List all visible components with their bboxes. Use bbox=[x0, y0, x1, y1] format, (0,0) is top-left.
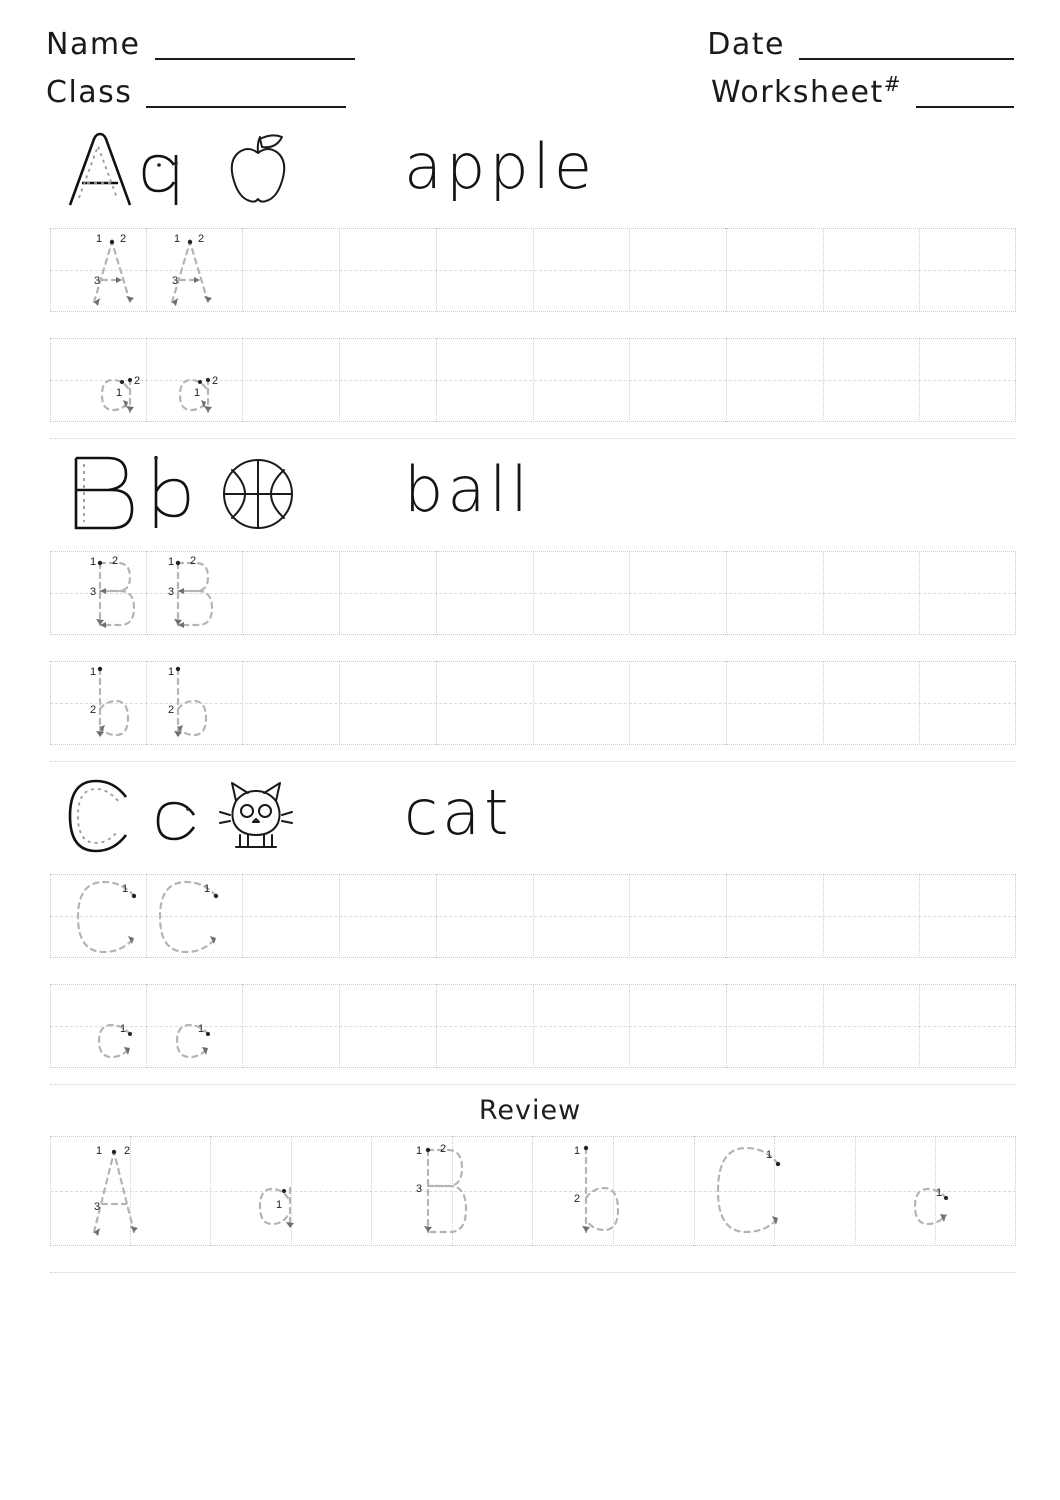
svg-text:1: 1 bbox=[96, 233, 103, 245]
trace-strip-review[interactable] bbox=[50, 1136, 1016, 1246]
svg-text:1: 1 bbox=[204, 883, 211, 895]
trace-cell[interactable] bbox=[534, 338, 631, 422]
trace-cell[interactable] bbox=[340, 338, 437, 422]
trace-cell[interactable] bbox=[147, 228, 244, 312]
trace-cell[interactable] bbox=[243, 661, 340, 745]
trace-cell[interactable] bbox=[727, 338, 824, 422]
trace-cell[interactable] bbox=[824, 228, 921, 312]
svg-text:1: 1 bbox=[936, 1187, 943, 1199]
trace-cell[interactable] bbox=[50, 874, 147, 958]
section-letter-c bbox=[46, 768, 1014, 1085]
trace-strip-uppercase-b[interactable] bbox=[50, 551, 1016, 635]
name-input-line[interactable] bbox=[155, 57, 355, 60]
svg-text:1: 1 bbox=[766, 1149, 773, 1161]
date-label: Date bbox=[707, 27, 785, 62]
trace-cell[interactable] bbox=[534, 661, 631, 745]
class-field[interactable] bbox=[46, 75, 346, 110]
trace-cell[interactable] bbox=[630, 661, 727, 745]
trace-cell[interactable] bbox=[243, 874, 340, 958]
trace-strip-lowercase-c[interactable] bbox=[50, 984, 1016, 1068]
svg-text:1: 1 bbox=[194, 387, 201, 399]
trace-cell[interactable] bbox=[727, 984, 824, 1068]
trace-strip-uppercase-a[interactable] bbox=[50, 228, 1016, 312]
trace-cell[interactable] bbox=[920, 984, 1016, 1068]
svg-text:2: 2 bbox=[212, 375, 219, 387]
trace-cell[interactable] bbox=[437, 874, 534, 958]
section-divider bbox=[50, 761, 1016, 762]
section-review bbox=[46, 1095, 1014, 1273]
cat-icon bbox=[210, 771, 306, 861]
trace-cell[interactable] bbox=[453, 1136, 534, 1246]
name-label: Name bbox=[46, 27, 141, 62]
trace-cell[interactable] bbox=[147, 661, 244, 745]
worksheet-label-text: Worksheet bbox=[710, 75, 884, 110]
trace-cell[interactable] bbox=[292, 1136, 373, 1246]
trace-cell[interactable] bbox=[920, 874, 1016, 958]
trace-cell[interactable] bbox=[50, 1136, 131, 1246]
trace-cell[interactable] bbox=[437, 228, 534, 312]
trace-cell[interactable] bbox=[727, 874, 824, 958]
trace-cell[interactable] bbox=[630, 551, 727, 635]
trace-cell[interactable] bbox=[50, 228, 147, 312]
trace-cell[interactable] bbox=[211, 1136, 292, 1246]
class-input-line[interactable] bbox=[146, 105, 346, 108]
section-letter-b bbox=[46, 445, 1014, 762]
trace-cell[interactable] bbox=[920, 338, 1016, 422]
svg-text:2: 2 bbox=[134, 375, 141, 387]
class-label: Class bbox=[46, 75, 133, 110]
svg-text:3: 3 bbox=[416, 1183, 423, 1195]
trace-cell[interactable] bbox=[50, 984, 147, 1068]
trace-strip-lowercase-b[interactable] bbox=[50, 661, 1016, 745]
trace-cell[interactable] bbox=[243, 338, 340, 422]
trace-cell[interactable] bbox=[50, 551, 147, 635]
word-ball: ball bbox=[404, 453, 532, 526]
trace-cell[interactable] bbox=[437, 661, 534, 745]
strip-columns bbox=[50, 551, 1016, 635]
strip-columns bbox=[50, 874, 1016, 958]
trace-cell[interactable] bbox=[243, 551, 340, 635]
trace-cell[interactable] bbox=[243, 984, 340, 1068]
svg-text:3: 3 bbox=[90, 586, 97, 598]
trace-cell[interactable] bbox=[534, 228, 631, 312]
trace-cell[interactable] bbox=[50, 338, 147, 422]
trace-cell[interactable] bbox=[727, 228, 824, 312]
letter-pair-aa bbox=[56, 125, 206, 215]
svg-text:2: 2 bbox=[168, 704, 175, 716]
trace-cell[interactable] bbox=[936, 1136, 1016, 1246]
worksheet-header bbox=[46, 27, 1014, 110]
trace-cell[interactable] bbox=[340, 661, 437, 745]
trace-cell[interactable] bbox=[824, 984, 921, 1068]
word-cat: cat bbox=[404, 776, 513, 849]
section-c-head bbox=[46, 768, 1014, 864]
trace-cell[interactable] bbox=[630, 984, 727, 1068]
section-a-head bbox=[46, 122, 1014, 218]
trace-cell[interactable] bbox=[340, 874, 437, 958]
trace-cell[interactable] bbox=[614, 1136, 695, 1246]
word-apple: apple bbox=[404, 130, 597, 203]
trace-cell[interactable] bbox=[534, 874, 631, 958]
review-title: Review bbox=[478, 1095, 582, 1126]
trace-cell[interactable] bbox=[243, 228, 340, 312]
trace-cell[interactable] bbox=[340, 984, 437, 1068]
strip-columns bbox=[50, 1136, 1016, 1246]
trace-cell[interactable] bbox=[775, 1136, 856, 1246]
section-divider bbox=[50, 1084, 1016, 1085]
trace-cell[interactable] bbox=[824, 874, 921, 958]
worksheet-hash: # bbox=[883, 72, 902, 96]
basketball-icon bbox=[210, 448, 306, 538]
trace-strip-uppercase-c[interactable] bbox=[50, 874, 1016, 958]
svg-text:1: 1 bbox=[90, 666, 97, 678]
svg-text:1: 1 bbox=[168, 666, 175, 678]
svg-text:2: 2 bbox=[198, 233, 205, 245]
trace-cell[interactable] bbox=[920, 661, 1016, 745]
trace-cell[interactable] bbox=[437, 551, 534, 635]
trace-cell[interactable] bbox=[630, 338, 727, 422]
trace-cell[interactable] bbox=[147, 551, 244, 635]
trace-cell[interactable] bbox=[727, 661, 824, 745]
trace-cell[interactable] bbox=[437, 338, 534, 422]
svg-text:2: 2 bbox=[190, 555, 197, 567]
trace-cell[interactable] bbox=[147, 984, 244, 1068]
trace-cell[interactable] bbox=[630, 874, 727, 958]
header-row-2 bbox=[46, 74, 1014, 108]
svg-text:1: 1 bbox=[116, 387, 123, 399]
trace-cell[interactable] bbox=[727, 551, 824, 635]
date-input-line[interactable] bbox=[799, 57, 1014, 60]
trace-cell[interactable] bbox=[437, 984, 534, 1068]
svg-text:2: 2 bbox=[574, 1193, 581, 1205]
trace-cell[interactable] bbox=[920, 551, 1016, 635]
trace-cell[interactable] bbox=[372, 1136, 453, 1246]
svg-text:3: 3 bbox=[94, 1201, 101, 1213]
strip-columns bbox=[50, 228, 1016, 312]
svg-text:3: 3 bbox=[168, 586, 175, 598]
svg-text:3: 3 bbox=[94, 275, 101, 287]
trace-cell[interactable] bbox=[534, 551, 631, 635]
trace-cell[interactable] bbox=[50, 661, 147, 745]
trace-cell[interactable] bbox=[856, 1136, 937, 1246]
strip-columns bbox=[50, 661, 1016, 745]
svg-text:1: 1 bbox=[574, 1145, 581, 1157]
footer-divider bbox=[50, 1272, 1016, 1273]
trace-cell[interactable] bbox=[533, 1136, 614, 1246]
name-field[interactable] bbox=[46, 27, 355, 62]
trace-cell[interactable] bbox=[340, 228, 437, 312]
section-letter-a bbox=[46, 122, 1014, 439]
trace-cell[interactable] bbox=[340, 551, 437, 635]
trace-cell[interactable] bbox=[824, 661, 921, 745]
trace-cell[interactable] bbox=[630, 228, 727, 312]
strip-columns bbox=[50, 984, 1016, 1068]
trace-cell[interactable] bbox=[147, 874, 244, 958]
svg-text:3: 3 bbox=[172, 275, 179, 287]
svg-text:1: 1 bbox=[168, 556, 175, 568]
svg-text:1: 1 bbox=[174, 233, 181, 245]
worksheet-input-line[interactable] bbox=[916, 105, 1014, 108]
trace-strip-lowercase-a[interactable] bbox=[50, 338, 1016, 422]
trace-cell[interactable] bbox=[920, 228, 1016, 312]
date-field[interactable] bbox=[707, 27, 1014, 62]
apple-icon bbox=[210, 125, 306, 215]
section-divider bbox=[50, 438, 1016, 439]
svg-text:1: 1 bbox=[416, 1145, 423, 1157]
header-row-1 bbox=[46, 27, 1014, 62]
worksheet-number-field[interactable] bbox=[711, 74, 1014, 108]
strip-columns bbox=[50, 338, 1016, 422]
worksheet-label bbox=[711, 74, 902, 108]
svg-text:2: 2 bbox=[90, 704, 97, 716]
trace-cell[interactable] bbox=[131, 1136, 212, 1246]
svg-text:1: 1 bbox=[120, 1023, 127, 1035]
section-b-head bbox=[46, 445, 1014, 541]
svg-text:1: 1 bbox=[96, 1145, 103, 1157]
svg-text:2: 2 bbox=[440, 1143, 447, 1155]
trace-cell[interactable] bbox=[147, 338, 244, 422]
letter-pair-bb bbox=[56, 448, 206, 538]
trace-cell[interactable] bbox=[824, 338, 921, 422]
svg-text:2: 2 bbox=[112, 555, 119, 567]
svg-text:2: 2 bbox=[124, 1145, 131, 1157]
trace-cell[interactable] bbox=[695, 1136, 776, 1246]
svg-text:1: 1 bbox=[276, 1199, 283, 1211]
trace-cell[interactable] bbox=[534, 984, 631, 1068]
svg-text:1: 1 bbox=[122, 883, 129, 895]
svg-text:1: 1 bbox=[198, 1023, 205, 1035]
trace-cell[interactable] bbox=[824, 551, 921, 635]
svg-text:1: 1 bbox=[90, 556, 97, 568]
letter-pair-cc bbox=[56, 771, 206, 861]
svg-text:2: 2 bbox=[120, 233, 127, 245]
